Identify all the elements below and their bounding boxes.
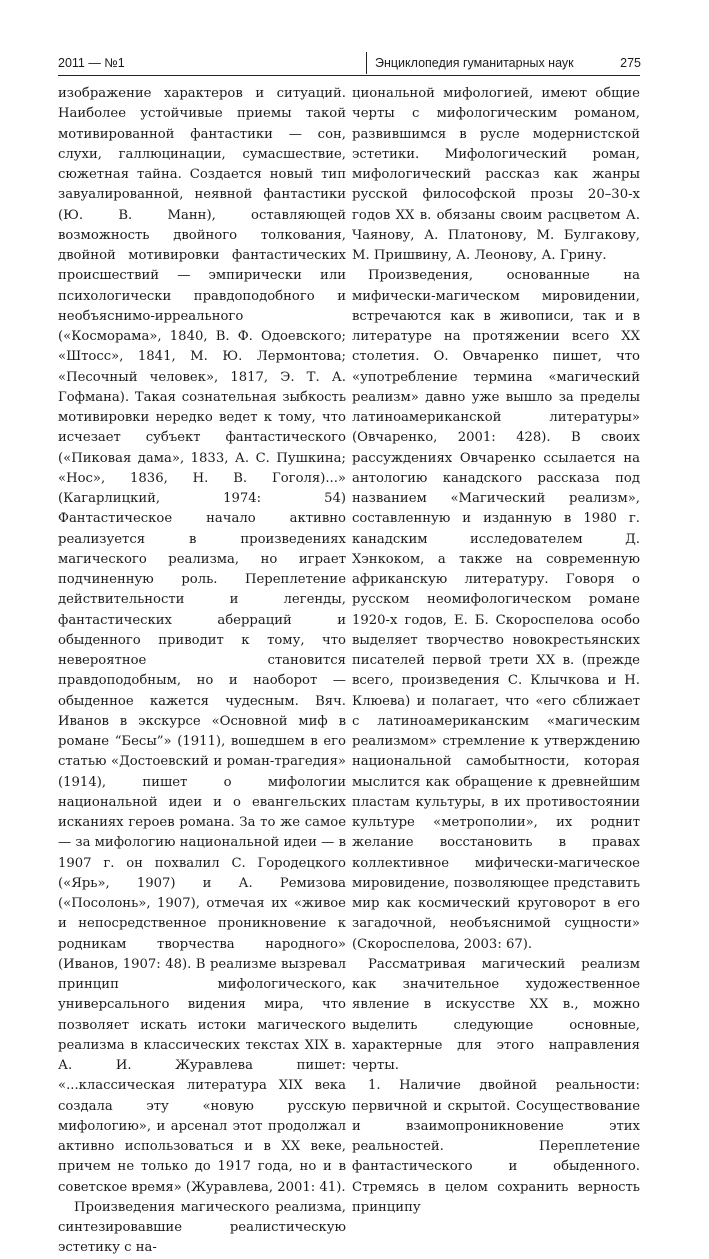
left-column — [58, 84, 346, 1259]
paragraph: 1. Наличие двойной реальности: первичной и скрытой. Сосуществование и взаимопроникновение этих реальностей. Переплетение фантастического и обыденного. Стремясь в целом сохранить верность принципу — [352, 1078, 640, 1215]
issue-label: 2011 — №1 — [58, 56, 125, 70]
header-right-box — [366, 52, 641, 74]
header-rule — [58, 75, 640, 76]
paragraph: циональной мифологией, имеют общие черты с мифологическим романом, развившимся в русле модернистской эстетики. Мифологический роман, мифологический рассказ как жанры русской философской прозы 20–30-х годов XX в. обязаны своим расцветом А. Чаянову, А. Платонову, М. Булгакову, М. Пришвину, А. Леонову, А. Грину. — [352, 86, 640, 263]
journal-title: Энциклопедия гуманитарных наук — [375, 56, 574, 70]
paragraph: Произведения магического реализма, синтезировавшие реалистическую эстетику с на- — [58, 1199, 346, 1256]
paragraph: изображение характеров и ситуаций. Наиболее устойчивые приемы такой мотивированной фантастики — сон, слухи, галлюцинации, сумасшествие, сюжетная тайна. Создается новый тип завуалированной, неявной фантастики (Ю. В. Манн), оставляющей возможность двойного толкования, двойной мотивировки фантастических происшествий — эмпирически или психологически правдоподобного и необъяснимо-ирреального («Косморама», 1840, В. Ф. Одоевского; «Штосс», 1841, М. Ю. Лермонтова; «Песочный человек», 1817, Э. Т. А. Гофмана). Такая сознательная зыбкость мотивировки нередко ведет к тому, что исчезает субъект фантастического («Пиковая дама», 1833, А. С. Пушкина; «Нос», 1836, Н. В. Гоголя)...» (Кагарлицкий, 1974: 54) Фантастическое начало активно реализуется в произведениях магического реализма, но играет подчиненную роль. Переплетение действительности и легенды, фантастических аберраций и обыденного приводит к тому, что невероятное становится правдоподобным, но и наоборот — обыденное кажется чудесным. Вяч. Иванов в экскурсе «Основной миф в романе “Бесы”» (1911), вошедшем в его статью «Достоевский и роман-трагедия» (1914), пишет о мифологии национальной идеи и о евангельских исканиях героев романа. За то же самое — за мифологию национальной идеи — в 1907 г. он похвалил С. Городецкого («Ярь», 1907) и А. Ремизова («Посолонь», 1907), отмечая их «живое и непосредственное проникновение к родникам творчества народного» (Иванов, 1907: 48). В реализме вызревал принцип мифологического, универсального видения мира, что позволяет искать истоки магического реализма в классических текстах XIX в. А. И. Журавлева пишет: «...классическая литература XIX века создала эту «новую русскую мифологию», и арсенал этот продолжал активно использоваться и в XX веке, причем не только до 1917 года, но и в советское время» (Журавлева, 2001: 41). — [58, 86, 346, 1195]
paragraph: Рассматривая магический реализм как значительное художественное явление в искусстве XX в., можно выделить следующие основные, характерные для этого направления черты. — [352, 956, 640, 1073]
paragraph: Произведения, основанные на мифически-магическом мировидении, встречаются как в живописи, так и в литературе на протяжении всего XX столетия. О. Овчаренко пишет, что «употребление термина «магический реализм» давно уже вышло за пределы латиноамериканской литературы» (Овчаренко, 2001: 428). В своих рассуждениях Овчаренко ссылается на антологию канадского рассказа под названием «Магический реализм», составленную и изданную в 1980 г. канадским исследователем Д. Хэнкоком, а также на современную африканскую литературу. Говоря о русском неомифологическом романе 1920-х годов, Е. Б. Скороспелова особо выделяет творчество новокрестьянских писателей первой трети XX в. (прежде всего, произведения С. Клычкова и Н. Клюева) и полагает, что «его сближает с латиноамериканским «магическим реализмом» стремление к утверждению национальной самобытности, которая мыслится как обращение к древнейшим пластам культуры, в их противостоянии культуре «метрополии», их роднит желание восстановить в правах коллективное мифически-магическое мировидение, позволяющее представить мир как космический круговорот в его загадочной, необъяснимой сущности» (Скороспелова, 2003: 67). — [352, 268, 640, 952]
page-number: 275 — [620, 56, 641, 70]
right-column — [352, 84, 640, 1218]
